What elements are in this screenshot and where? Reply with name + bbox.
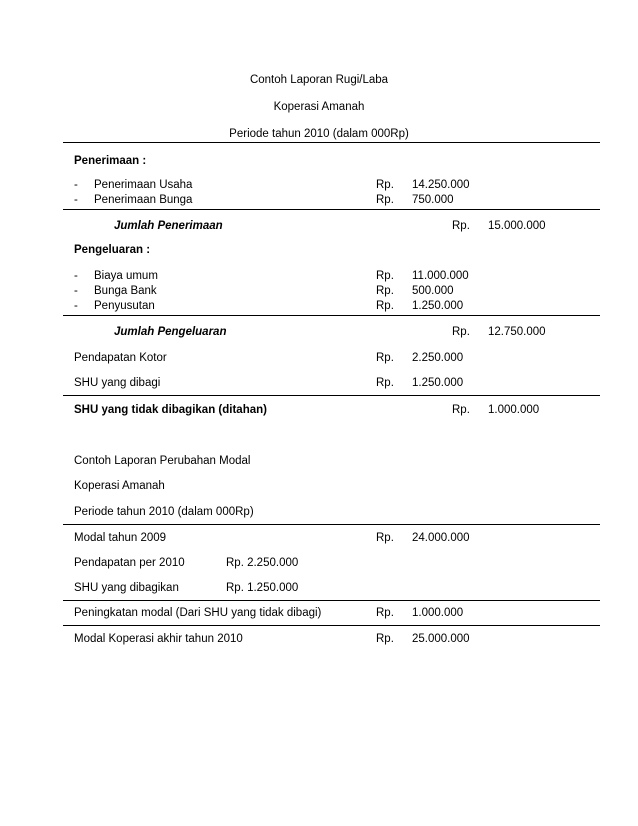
capital-end-amount: 25.000.000: [412, 633, 470, 645]
income-total-amount: 15.000.000: [488, 220, 546, 232]
currency: Rp.: [376, 285, 394, 297]
divider: [63, 209, 600, 210]
capital-start-label: Modal tahun 2009: [74, 532, 167, 544]
currency: Rp.: [376, 633, 394, 645]
currency: Rp.: [376, 352, 394, 364]
divider: [63, 142, 600, 143]
bullet: -: [74, 194, 78, 206]
report1-period: Periode tahun 2010 (dalam 000Rp): [229, 128, 409, 140]
capital-increase-label: Peningkatan modal (Dari SHU yang tidak dibagi): [74, 607, 322, 619]
shu-distributed-amount: 1.250.000: [412, 377, 464, 389]
currency: Rp.: [452, 220, 470, 232]
shu-distributed-2-value: Rp. 1.250.000: [226, 582, 299, 594]
item-amount: 1.250.000: [412, 300, 464, 312]
capital-increase-amount: 1.000.000: [412, 607, 464, 619]
divider: [63, 524, 600, 525]
expense-total-amount: 12.750.000: [488, 326, 546, 338]
shu-retained-amount: 1.000.000: [488, 404, 540, 416]
currency: Rp.: [376, 179, 394, 191]
shu-distributed-label: SHU yang dibagi: [74, 377, 161, 389]
gross-label: Pendapatan Kotor: [74, 352, 167, 364]
divider: [63, 600, 600, 601]
item-label: Biaya umum: [94, 270, 158, 282]
divider: [63, 315, 600, 316]
item-amount: 14.250.000: [412, 179, 470, 191]
currency: Rp.: [452, 404, 470, 416]
bullet: -: [74, 179, 78, 191]
divider: [63, 395, 600, 396]
expense-header: Pengeluaran :: [74, 244, 151, 256]
item-label: Bunga Bank: [94, 285, 157, 297]
expense-total-label: Jumlah Pengeluaran: [114, 326, 227, 338]
income-2010-value: Rp. 2.250.000: [226, 557, 299, 569]
report2-org: Koperasi Amanah: [74, 480, 165, 492]
income-header: Penerimaan :: [74, 155, 147, 167]
gross-amount: 2.250.000: [412, 352, 464, 364]
currency: Rp.: [452, 326, 470, 338]
currency: Rp.: [376, 194, 394, 206]
income-2010-label: Pendapatan per 2010: [74, 557, 185, 569]
currency: Rp.: [376, 300, 394, 312]
capital-end-label: Modal Koperasi akhir tahun 2010: [74, 633, 243, 645]
item-amount: 750.000: [412, 194, 454, 206]
income-total-label: Jumlah Penerimaan: [114, 220, 223, 232]
bullet: -: [74, 300, 78, 312]
item-label: Penerimaan Usaha: [94, 179, 193, 191]
report1-org: Koperasi Amanah: [273, 101, 365, 113]
currency: Rp.: [376, 607, 394, 619]
divider: [63, 625, 600, 626]
report2-period: Periode tahun 2010 (dalam 000Rp): [74, 506, 254, 518]
report1-title: Contoh Laporan Rugi/Laba: [249, 74, 389, 86]
shu-retained-label: SHU yang tidak dibagikan (ditahan): [74, 404, 267, 416]
item-label: Penyusutan: [94, 300, 155, 312]
currency: Rp.: [376, 532, 394, 544]
shu-distributed-2-label: SHU yang dibagikan: [74, 582, 179, 594]
capital-start-amount: 24.000.000: [412, 532, 470, 544]
item-amount: 11.000.000: [412, 270, 469, 282]
currency: Rp.: [376, 377, 394, 389]
currency: Rp.: [376, 270, 394, 282]
item-amount: 500.000: [412, 285, 454, 297]
item-label: Penerimaan Bunga: [94, 194, 193, 206]
bullet: -: [74, 270, 78, 282]
report2-title: Contoh Laporan Perubahan Modal: [74, 455, 251, 467]
bullet: -: [74, 285, 78, 297]
